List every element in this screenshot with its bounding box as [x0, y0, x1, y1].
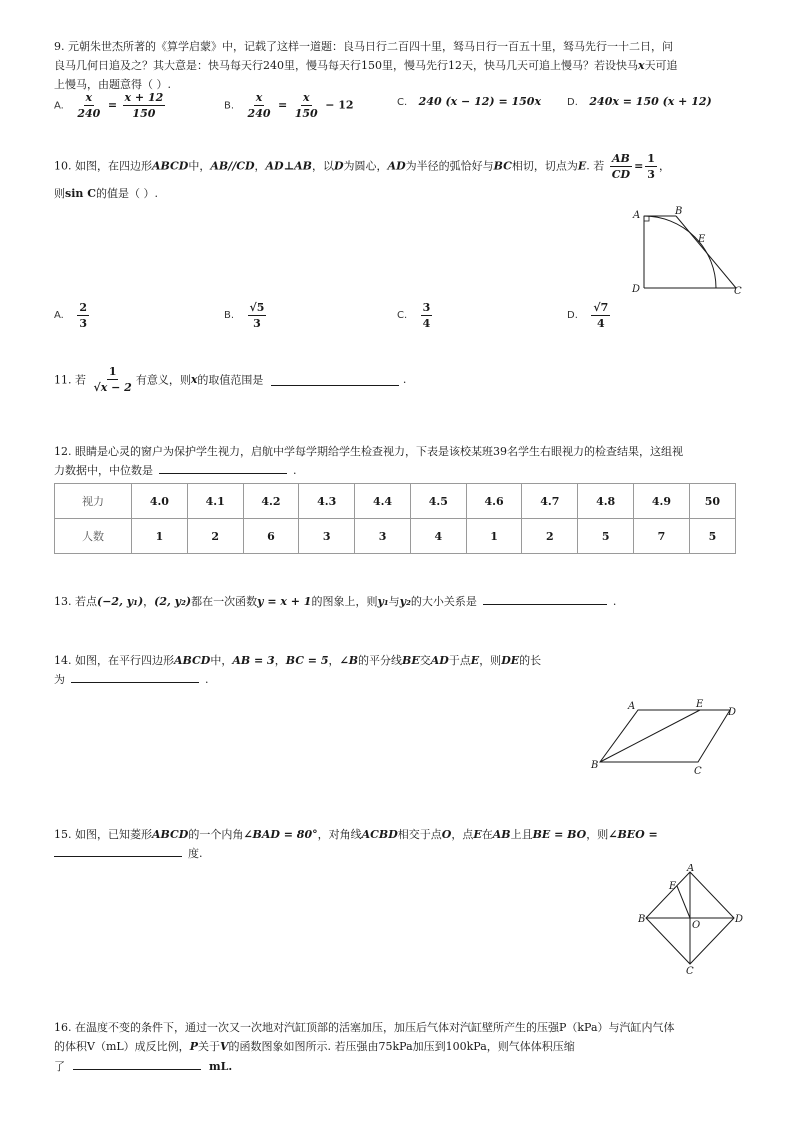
- q10-option-c-frac: $\frac{3}{4}$: [422, 301, 431, 330]
- q10-option-a-frac: $\frac{2}{3}$: [79, 301, 87, 330]
- q16-line3: 了 mL.: [54, 1057, 232, 1075]
- q15-line2: 度.: [54, 844, 203, 862]
- q14-figure: [586, 696, 746, 780]
- q15-label-a: A: [687, 864, 695, 874]
- q9-option-d[interactable]: [567, 95, 712, 108]
- q10-option-b-frac: $\frac{√5}{3}$: [249, 301, 265, 330]
- q10-figure: [628, 204, 748, 300]
- q9-option-d-text: 240x = 150 (x + 12): [589, 95, 712, 108]
- q10-ratio-frac: $\frac{AB}{CD}$: [611, 152, 631, 181]
- q15-label-e: E: [669, 881, 677, 892]
- q10-label-c: C: [734, 286, 742, 297]
- q15-figure-eo: [677, 886, 690, 918]
- table-cell: 5: [578, 519, 634, 554]
- table-cell: 6: [243, 519, 299, 554]
- q9-option-c-text: 240 (x − 12) = 150x: [418, 95, 542, 108]
- q15-label-b: B: [638, 914, 646, 925]
- table-cell: 4.1: [187, 484, 243, 519]
- q14-figure-be: [600, 710, 700, 762]
- q15-label-c: C: [686, 966, 694, 976]
- table-row-header: 视力: [55, 484, 132, 519]
- q10-label-a: A: [633, 210, 641, 221]
- table-cell: 3: [299, 519, 355, 554]
- q9-option-c[interactable]: [397, 95, 541, 108]
- q15-line1: 15. 如图，已知菱形ABCD的一个内角∠BAD = 80°，对角线ACBD相交于点O，点E在AB上且BE = BO，则∠BEO =: [54, 828, 658, 841]
- vision-table: [54, 483, 736, 554]
- q10-option-a[interactable]: A. $\frac{2}{3}$: [54, 301, 87, 330]
- q13: 13. 若点(−2, y₁)，(2, y₂)都在一次函数y = x + 1的图象上，则y₁与y₂的大小关系是 .: [54, 592, 616, 610]
- q14-label-b: B: [591, 760, 599, 771]
- q9-option-a[interactable]: A. $\frac{x}{240}$ = $\frac{x + 12}{150}$: [54, 91, 164, 120]
- q12-line2: 力数据中，中位数是 .: [54, 461, 297, 479]
- q9-option-b-label: B.: [224, 100, 235, 112]
- table-row-header: 人数: [55, 519, 132, 554]
- table-cell: 2: [522, 519, 578, 554]
- q9-option-c-label: C.: [397, 97, 408, 108]
- q9-line1: 9. 元朝朱世杰所著的《算学启蒙》中，记载了这样一道题：良马日行二百四十里，驽马日行一百五十里，驽马先行一十二日，问: [54, 40, 673, 53]
- q12-line1: 12. 眼睛是心灵的窗户为保护学生视力，启航中学每学期给学生检查视力，下表是该校某班39名学生右眼视力的检查结果，这组视: [54, 445, 683, 458]
- q9-line2-text: 良马几何日追及之？其大意是：快马每天行240里，慢马每天行150里，慢马先行12天，快马几天可追上慢马？若设快马: [54, 59, 638, 72]
- q10-line2: 则sin C的值是（ ）.: [54, 187, 158, 200]
- table-cell: 4: [410, 519, 466, 554]
- q11-frac: $\frac{1}{√x - 2}$: [93, 365, 132, 394]
- q14-answer-blank[interactable]: [71, 670, 199, 683]
- table-cell: 4.9: [634, 484, 690, 519]
- q10-figure-right-angle: [644, 216, 649, 221]
- table-cell: 4.5: [410, 484, 466, 519]
- q15-figure: [638, 864, 748, 976]
- table-cell: 4.3: [299, 484, 355, 519]
- q9-option-d-label: D.: [567, 97, 578, 108]
- table-cell: 4.2: [243, 484, 299, 519]
- q9-option-b-right-frac: $\frac{x}{150}$: [294, 91, 318, 120]
- q9-var-x: x: [638, 59, 645, 72]
- q11: 11. 若 $\frac{1}{√x - 2}$ 有意义，则x的取值范围是 .: [54, 365, 407, 394]
- table-cell: 1: [466, 519, 522, 554]
- q9-option-b-left-frac: $\frac{x}{240}$: [247, 91, 271, 120]
- q13-answer-blank[interactable]: [483, 592, 607, 605]
- table-cell: 4.4: [355, 484, 411, 519]
- q16-answer-blank[interactable]: [73, 1057, 201, 1070]
- q10-label-d: D: [632, 284, 641, 295]
- table-cell: 5: [689, 519, 735, 554]
- table-cell: 4.0: [132, 484, 188, 519]
- q9-option-b[interactable]: B. $\frac{x}{240}$ = $\frac{x}{150}$ − 12: [224, 91, 354, 120]
- q14-label-d: D: [728, 707, 737, 718]
- table-cell: 4.8: [578, 484, 634, 519]
- q9-option-a-left-frac: $\frac{x}{240}$: [77, 91, 101, 120]
- q10-option-d[interactable]: D. $\frac{√7}{4}$: [567, 301, 609, 330]
- q15-label-d: D: [735, 914, 744, 925]
- table-cell: 4.7: [522, 484, 578, 519]
- table-cell: 3: [355, 519, 411, 554]
- q10-label-e: E: [698, 234, 706, 245]
- table-cell: 1: [132, 519, 188, 554]
- q10-label-b: B: [675, 206, 683, 217]
- q15-label-o: O: [692, 920, 701, 931]
- table-cell: 50: [689, 484, 735, 519]
- q11-answer-blank[interactable]: [271, 373, 399, 386]
- q10-option-c[interactable]: C. $\frac{3}{4}$: [397, 301, 431, 330]
- table-row: [55, 519, 736, 554]
- table-cell: 2: [187, 519, 243, 554]
- q9-line3: 上慢马，由题意得（ ）.: [54, 78, 171, 91]
- q14-label-e: E: [696, 699, 704, 710]
- table-cell: 7: [634, 519, 690, 554]
- q14-figure-parallelogram: [600, 710, 730, 762]
- q10-option-d-frac: $\frac{√7}{4}$: [593, 301, 609, 330]
- q16-line1: 16. 在温度不变的条件下，通过一次又一次地对汽缸顶部的活塞加压，加压后气体对汽缸壁所产生的压强P（kPa）与汽缸内气体: [54, 1021, 675, 1034]
- q9-option-a-right-frac: $\frac{x + 12}{150}$: [124, 91, 164, 120]
- q10-line1: 10. 如图，在四边形ABCD中，AB//CD，AD⊥AB，以D为圆心，AD为半径的弧恰好与BC相切，切点为E. 若 $\frac{AB}{CD}$ = $\frac{1}{3}$ ，: [54, 152, 670, 181]
- q10-figure-arc: [644, 216, 716, 288]
- q14-line2: 为 .: [54, 670, 209, 688]
- q9-line2-tail: 天可追: [644, 59, 678, 72]
- table-cell: 4.6: [466, 484, 522, 519]
- q14-label-a: A: [628, 701, 636, 712]
- q9-line2: [54, 57, 678, 74]
- q16-line2: 的体积V（mL）成反比例，P关于V的函数图象如图所示. 若压强由75kPa加压到100kPa，则气体体积压缩: [54, 1040, 575, 1053]
- q9-option-a-label: A.: [54, 100, 64, 112]
- q12-answer-blank[interactable]: [159, 461, 287, 474]
- q10-value-frac: $\frac{1}{3}$: [647, 152, 655, 181]
- q14-line1: 14. 如图，在平行四边形ABCD中，AB = 3，BC = 5，∠B的平分线BE交AD于点E，则DE的长: [54, 654, 542, 667]
- q15-answer-blank[interactable]: [54, 844, 182, 857]
- q14-label-c: C: [694, 766, 702, 777]
- table-row: [55, 484, 736, 519]
- q10-option-b[interactable]: B. $\frac{√5}{3}$: [224, 301, 265, 330]
